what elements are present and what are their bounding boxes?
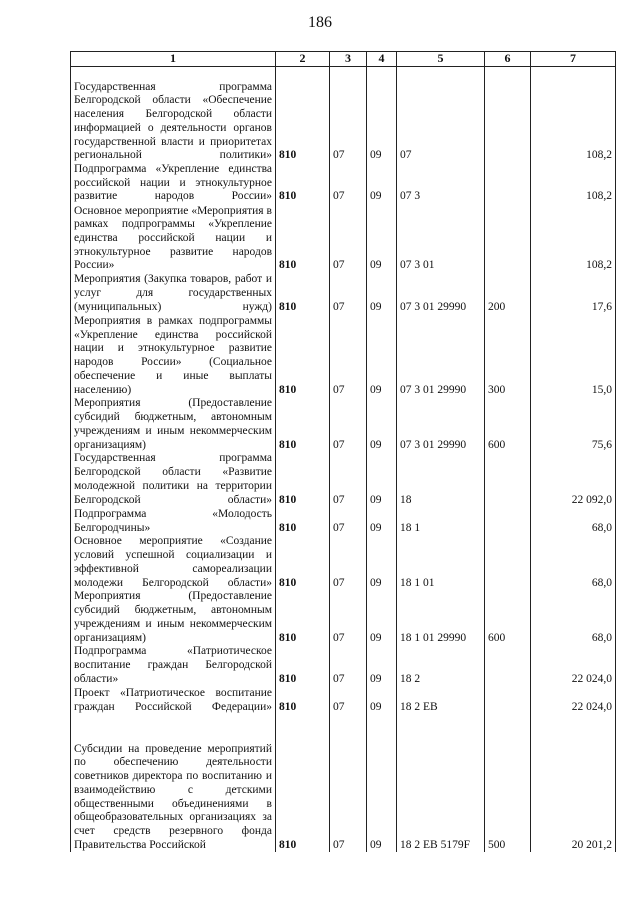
row-expense-type [485,163,531,204]
table-row [71,204,616,273]
table-row [71,452,616,507]
row-subsection: 09 [367,645,397,686]
row-amount: 22 024,0 [531,645,616,686]
row-ministry-code: 810 [276,397,330,452]
row-target-article: 07 3 01 29990 [397,397,485,452]
row-target-article: 07 [397,67,485,164]
row-target-article: 18 [397,452,485,507]
row-expense-type: 200 [485,273,531,314]
row-target-article: 18 1 01 29990 [397,590,485,645]
row-target-article: 07 3 01 [397,204,485,273]
row-amount: 68,0 [531,507,616,535]
row-ministry-code: 810 [276,163,330,204]
row-section: 07 [330,590,367,645]
row-subsection: 09 [367,714,397,852]
row-section: 07 [330,714,367,852]
table-row [71,686,616,714]
row-name: Подпрограмма «Молодость Белгородчины» [71,507,276,535]
row-amount: 68,0 [531,535,616,590]
row-section: 07 [330,67,367,164]
row-expense-type [485,507,531,535]
row-amount: 68,0 [531,590,616,645]
row-section: 07 [330,507,367,535]
row-expense-type [485,645,531,686]
row-ministry-code: 810 [276,273,330,314]
row-target-article: 18 2 [397,645,485,686]
header-col-3: 3 [330,52,367,67]
header-col-7: 7 [531,52,616,67]
header-col-4: 4 [367,52,397,67]
row-name: Подпрограмма «Укрепление единства российской нации и этнокультурное развитие народов России» [71,163,276,204]
row-amount: 108,2 [531,67,616,164]
row-expense-type [485,67,531,164]
budget-table [70,51,616,852]
row-amount: 108,2 [531,163,616,204]
table-row [71,590,616,645]
row-subsection: 09 [367,314,397,397]
table-row [71,163,616,204]
row-name: Государственная программа Белгородской области «Развитие молодежной политики на территории Белгородской области» [71,452,276,507]
table-row [71,273,616,314]
row-name: Основное мероприятие «Мероприятия в рамках подпрограммы «Укрепление единства российской нации и этнокультурное развитие народов России» [71,204,276,273]
table-header-row [71,52,616,67]
row-target-article: 07 3 [397,163,485,204]
row-section: 07 [330,397,367,452]
row-target-article: 18 1 01 [397,535,485,590]
row-target-article: 18 2 EB [397,686,485,714]
row-amount: 15,0 [531,314,616,397]
row-section: 07 [330,314,367,397]
table-row [71,397,616,452]
row-name: Проект «Патриотическое воспитание граждан Российской Федерации» [71,686,276,714]
row-expense-type: 600 [485,397,531,452]
row-ministry-code: 810 [276,452,330,507]
row-target-article: 18 1 [397,507,485,535]
row-name: Подпрограмма «Патриотическое воспитание граждан Белгородской области» [71,645,276,686]
row-section: 07 [330,204,367,273]
row-ministry-code: 810 [276,535,330,590]
row-target-article: 18 2 EB 5179F [397,714,485,852]
row-expense-type: 300 [485,314,531,397]
table-row [71,535,616,590]
row-name: Мероприятия в рамках подпрограммы «Укрепление единства российской нации и этнокультурное развитие народов России» (Социальное обеспечение и иные выплаты населению) [71,314,276,397]
row-name: Мероприятия (Предоставление субсидий бюджетным, автономным учреждениям и иным некоммерческим организациям) [71,397,276,452]
row-section: 07 [330,452,367,507]
row-section: 07 [330,645,367,686]
header-col-1: 1 [71,52,276,67]
table-row [71,314,616,397]
row-section: 07 [330,163,367,204]
row-subsection: 09 [367,535,397,590]
row-ministry-code: 810 [276,314,330,397]
table-row [71,714,616,852]
row-ministry-code: 810 [276,645,330,686]
row-expense-type: 500 [485,714,531,852]
row-expense-type: 600 [485,590,531,645]
row-expense-type [485,686,531,714]
row-name: Субсидии на проведение мероприятий по обеспечению деятельности советников директора по воспитанию и взаимодействию с детскими общественными объединениями в общеобразовательных организациях за счет средств резервного фонда Правительства Российской [71,714,276,852]
row-subsection: 09 [367,273,397,314]
row-target-article: 07 3 01 29990 [397,273,485,314]
header-col-6: 6 [485,52,531,67]
row-subsection: 09 [367,452,397,507]
row-amount: 22 024,0 [531,686,616,714]
row-name: Основное мероприятие «Создание условий успешной социализации и эффективной самореализации молодежи Белгородской области» [71,535,276,590]
row-section: 07 [330,686,367,714]
row-expense-type [485,452,531,507]
row-amount: 17,6 [531,273,616,314]
row-subsection: 09 [367,204,397,273]
page-number: 186 [308,14,332,31]
header-col-2: 2 [276,52,330,67]
row-ministry-code: 810 [276,590,330,645]
table-row [71,507,616,535]
row-subsection: 09 [367,590,397,645]
row-amount: 75,6 [531,397,616,452]
row-section: 07 [330,535,367,590]
row-subsection: 09 [367,163,397,204]
row-name: Мероприятия (Предоставление субсидий бюджетным, автономным учреждениям и иным некоммерческим организациям) [71,590,276,645]
row-subsection: 09 [367,686,397,714]
row-ministry-code: 810 [276,507,330,535]
row-subsection: 09 [367,397,397,452]
row-subsection: 09 [367,507,397,535]
row-ministry-code: 810 [276,67,330,164]
row-target-article: 07 3 01 29990 [397,314,485,397]
header-col-5: 5 [397,52,485,67]
row-name: Мероприятия (Закупка товаров, работ и услуг для государственных (муниципальных) нужд) [71,273,276,314]
row-ministry-code: 810 [276,204,330,273]
row-ministry-code: 810 [276,714,330,852]
row-subsection: 09 [367,67,397,164]
row-amount: 108,2 [531,204,616,273]
row-name: Государственная программа Белгородской области «Обеспечение населения Белгородской области информацией о деятельности органов государственной власти и приоритетах региональной политики» [71,67,276,164]
row-expense-type [485,204,531,273]
table-row [71,67,616,164]
row-amount: 20 201,2 [531,714,616,852]
row-ministry-code: 810 [276,686,330,714]
row-expense-type [485,535,531,590]
row-section: 07 [330,273,367,314]
row-amount: 22 092,0 [531,452,616,507]
table-row [71,645,616,686]
